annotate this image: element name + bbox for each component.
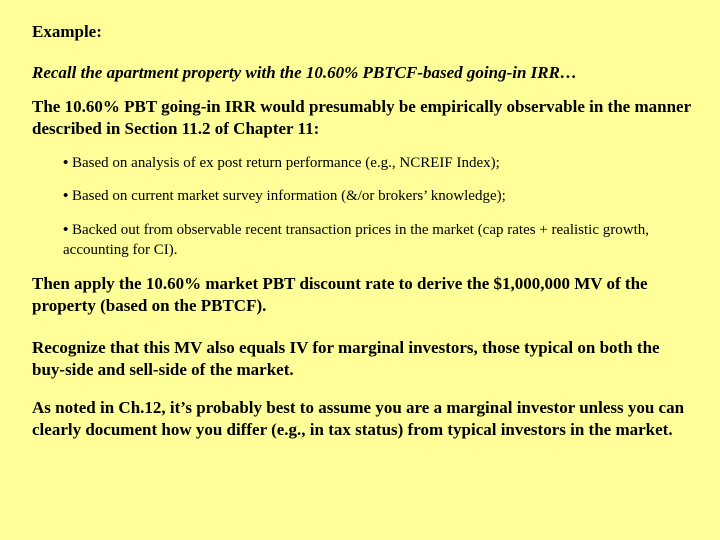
bullet-marker: • <box>63 155 69 171</box>
bullet-marker: • <box>63 222 69 238</box>
slide-title: Example: <box>32 22 102 41</box>
bullet-marker: • <box>63 188 69 204</box>
recall-line: Recall the apartment property with the 10.60% PBTCF-based going-in IRR… <box>32 63 577 82</box>
paragraph-irr-observable: The 10.60% PBT going-in IRR would presumably be empirically observable in the manner described in Section 11.2 of Chapter 11: <box>32 97 691 138</box>
bullet-item-ex-post <box>63 153 688 173</box>
paragraph-apply-discount-rate: Then apply the 10.60% market PBT discount rate to derive the $1,000,000 MV of the property (based on the PBTCF). <box>32 274 648 315</box>
bullet-text: Based on analysis of ex post return performance (e.g., NCREIF Index); <box>72 155 500 171</box>
bullet-item-transaction-prices <box>63 220 688 260</box>
bullet-text: Backed out from observable recent transaction prices in the market (cap rates + realistic growth, accounting for CI). <box>63 222 649 258</box>
bullet-item-market-survey <box>63 186 688 206</box>
paragraph-mv-equals-iv: Recognize that this MV also equals IV for marginal investors, those typical on both the buy-side and sell-side of the market. <box>32 338 660 379</box>
bullet-text: Based on current market survey information (&/or brokers’ knowledge); <box>72 188 506 204</box>
paragraph-marginal-investor: As noted in Ch.12, it’s probably best to assume you are a marginal investor unless you can clearly document how you differ (e.g., in tax status) from typical investors in the market. <box>32 398 685 439</box>
